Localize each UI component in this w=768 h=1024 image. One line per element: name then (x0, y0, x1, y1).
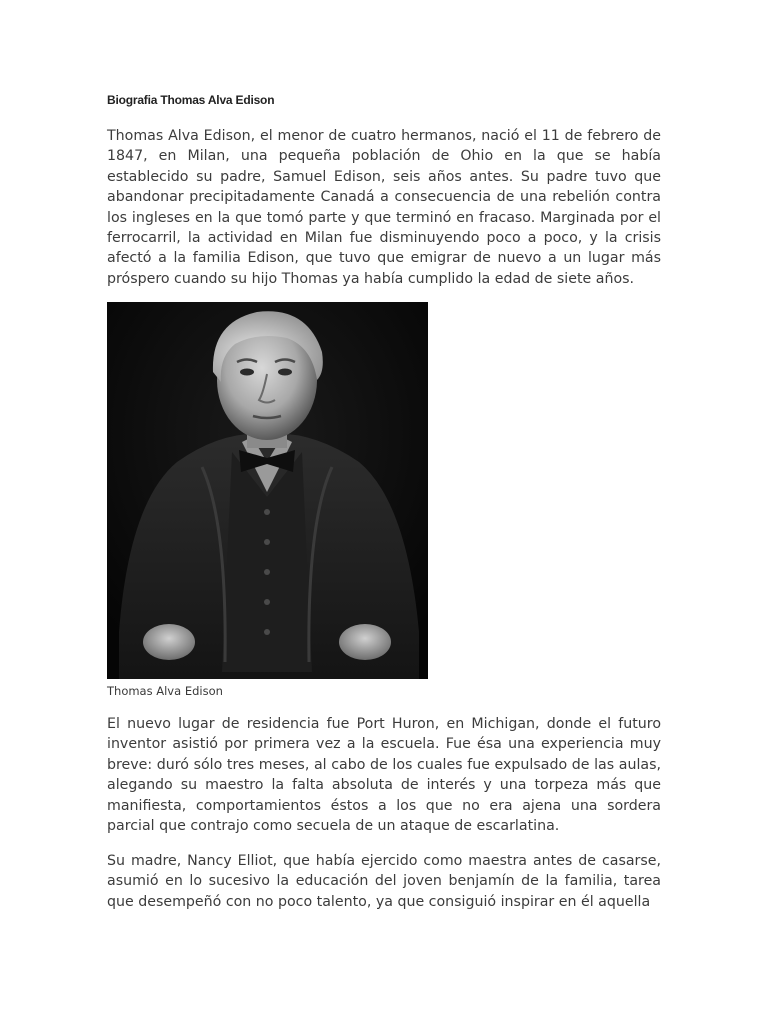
paragraph-3: Su madre, Nancy Elliot, que había ejercido como maestra antes de casarse, asumió en lo sucesivo la educación del joven benjamín de la familia, tarea que desempeñó con no poco talento, ya que consiguió inspirar en él aquella (107, 853, 661, 910)
portrait-photo (107, 302, 428, 679)
document-title: Biografia Thomas Alva Edison (107, 93, 275, 107)
image-caption: Thomas Alva Edison (107, 684, 223, 698)
paragraph-1: Thomas Alva Edison, el menor de cuatro hermanos, nació el 11 de febrero de 1847, en Milan, una pequeña población de Ohio en la que se había establecido su padre, Samuel Edison, seis años antes. Su padre tuvo que abandonar precipitadamente Canadá a consecuencia de una rebelión contra los ingleses en la que tomó parte y que terminó en fracaso. Marginada por el ferrocarril, la actividad en Milan fue disminuyendo poco a poco, y la crisis afectó a la familia Edison, que tuvo que emigrar de nuevo a un lugar más próspero cuando su hijo Thomas ya había cumplido la edad de siete años. (107, 128, 661, 287)
paragraph-2: El nuevo lugar de residencia fue Port Huron, en Michigan, donde el futuro inventor asistió por primera vez a la escuela. Fue ésa una experiencia muy breve: duró sólo tres meses, al cabo de los cuales fue expulsado de las aulas, alegando su maestro la falta absoluta de interés y una torpeza más que manifiesta, comportamientos éstos a los que no era ajena una sordera parcial que contrajo como secuela de un ataque de escarlatina. (107, 716, 661, 835)
